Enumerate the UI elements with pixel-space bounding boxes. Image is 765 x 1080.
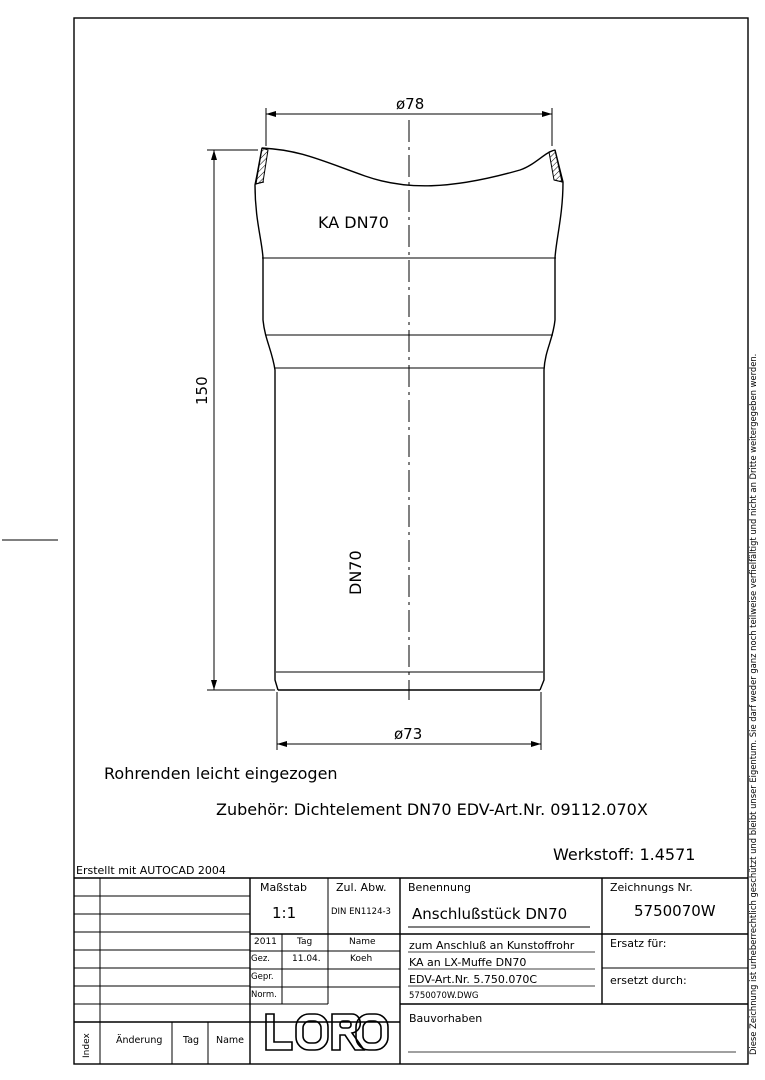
copyright-notice: Diese Zeichnung ist urheberrechtlich geschützt und bleibt unser Eigentum. Sie darf weder ganz noch teilweise verfielfältigt und nicht an Dritte weitergegeben werden. — [748, 353, 758, 1055]
description-line-3: EDV-Art.Nr. 5.750.070C — [409, 973, 538, 986]
pipe-label: DN70 — [346, 550, 365, 595]
description-line-2: KA an LX-Muffe DN70 — [409, 956, 527, 969]
checked-label: Gepr. — [251, 972, 274, 982]
height-label: 150 — [193, 376, 211, 405]
drawing-number-label: Zeichnungs Nr. — [610, 881, 693, 894]
replacement-for-label: Ersatz für: — [610, 937, 667, 950]
drawing-number-value: 5750070W — [634, 902, 716, 920]
top-diameter-label: ø78 — [396, 95, 425, 113]
left-rim-hatch — [256, 148, 268, 184]
norm-label: Norm. — [251, 990, 277, 1000]
year: 2011 — [254, 937, 277, 947]
name-column-label: Name — [349, 937, 376, 947]
scale-value: 1:1 — [272, 904, 297, 922]
revision-change-label: Änderung — [116, 1035, 163, 1046]
tolerance-value: DIN EN1124-3 — [331, 907, 391, 917]
description-line-1: zum Anschluß an Kunstoffrohr — [409, 939, 575, 952]
scale-label: Maßstab — [260, 881, 307, 894]
replaced-by-label: ersetzt durch: — [610, 974, 687, 987]
day-column-label: Tag — [297, 937, 313, 947]
loro-logo — [266, 1014, 388, 1050]
dimension-height — [207, 150, 275, 690]
socket-label: KA DN70 — [318, 213, 389, 232]
note-material: Werkstoff: 1.4571 — [553, 845, 696, 864]
drawn-label: Gez. — [251, 954, 270, 964]
revision-index-label: Index — [82, 1033, 92, 1058]
name-value: Anschlußstück DN70 — [412, 905, 568, 923]
revision-day-label: Tag — [183, 1035, 200, 1046]
project-label: Bauvorhaben — [409, 1012, 483, 1025]
note-accessory: Zubehör: Dichtelement DN70 EDV-Art.Nr. 09112.070X — [216, 800, 648, 819]
drawn-date: 11.04. — [292, 954, 321, 964]
bottom-diameter-label: ø73 — [394, 725, 423, 743]
right-rim-hatch — [549, 150, 562, 182]
revision-name-label: Name — [216, 1035, 245, 1046]
created-with: Erstellt mit AUTOCAD 2004 — [76, 864, 226, 877]
note-pipe-end: Rohrenden leicht eingezogen — [104, 764, 338, 783]
drawn-by: Koeh — [350, 954, 373, 964]
tolerance-label: Zul. Abw. — [336, 881, 387, 894]
name-label: Benennung — [408, 881, 471, 894]
file-name: 5750070W.DWG — [409, 991, 479, 1001]
